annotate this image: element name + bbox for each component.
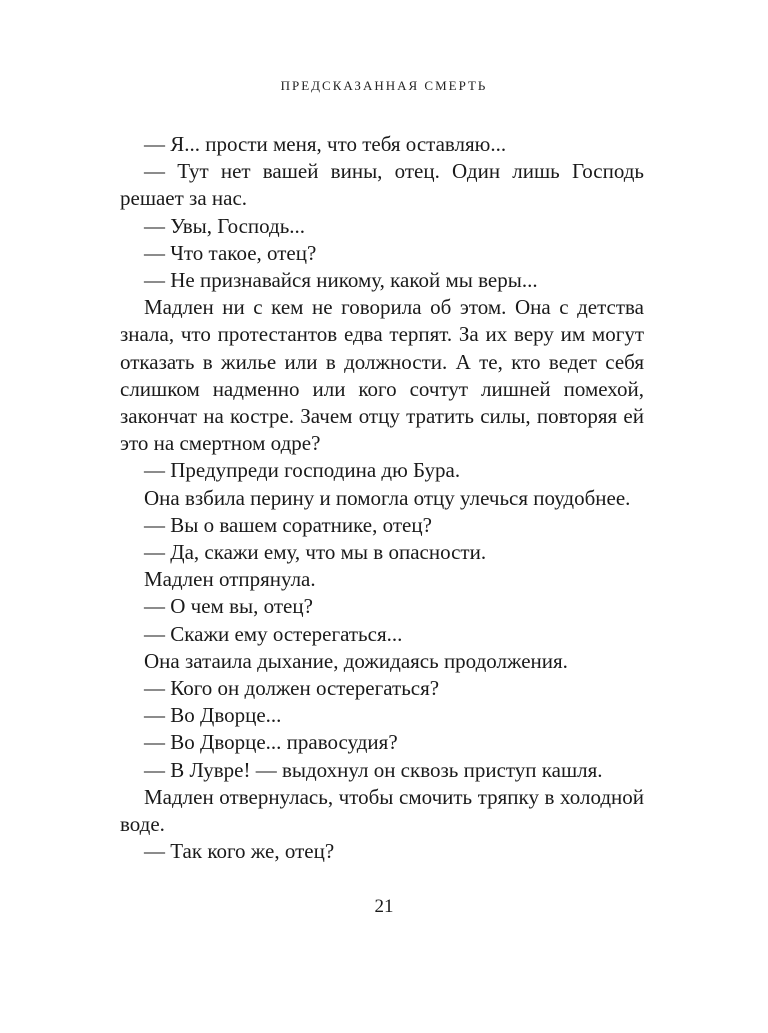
paragraph: Мадлен отвернулась, чтобы смочить тряпку в холодной воде. (120, 784, 644, 837)
paragraph: — Кого он должен остерегаться? (144, 676, 440, 701)
running-head: ПРЕДСКАЗАННАЯ СМЕРТЬ (280, 78, 488, 93)
paragraph: Она затаила дыхание, дожидаясь продолжения. (144, 648, 568, 673)
paragraph: — Увы, Господь... (144, 213, 306, 238)
paragraph: — В Лувре! — выдохнул он сквозь приступ кашля. (144, 757, 603, 782)
paragraph: — Я... прости меня, что тебя оставляю... (144, 132, 507, 156)
paragraph: Она взбила перину и помогла отцу улечься поудобнее. (144, 485, 631, 510)
paragraph: — Во Дворце... (144, 703, 282, 728)
paragraph: — Скажи ему остерегаться... (144, 621, 403, 646)
paragraph: — Во Дворце... правосудия? (144, 730, 398, 755)
paragraph: — Тут нет вашей вины, отец. Один лишь Господь решает за нас. (120, 159, 644, 211)
paragraph: — Да, скажи ему, что мы в опасности. (144, 540, 487, 565)
page-number: 21 (374, 896, 394, 917)
paragraph: — Вы о вашем соратнике, отец? (144, 512, 432, 537)
body-text (120, 131, 644, 865)
paragraph: — Что такое, отец? (144, 240, 317, 265)
paragraph: Мадлен отпрянула. (144, 567, 316, 592)
paragraph: Мадлен ни с кем не говорила об этом. Она с детства знала, что протестантов едва терпят. За их веру им могут отказать в жилье или в должности. А те, кто ведет себя слишком надменно или кого сочтут лишней помехой, закончат на костре. Зачем отцу тратить силы, повторяя ей это на смертном одре? (120, 295, 644, 456)
paragraph: — О чем вы, отец? (144, 594, 313, 619)
paragraph: — Так кого же, отец? (144, 839, 335, 864)
paragraph: — Предупреди господина дю Бура. (144, 458, 461, 483)
paragraph: — Не признавайся никому, какой мы веры... (144, 268, 538, 293)
